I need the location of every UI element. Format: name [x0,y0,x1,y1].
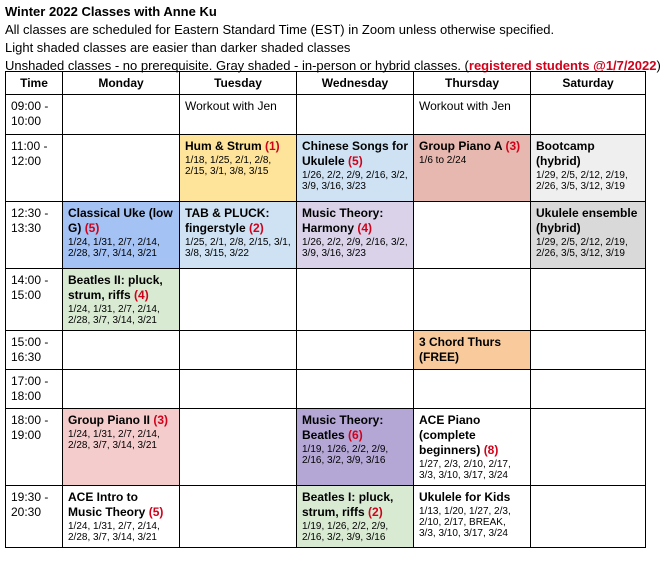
enrollment-count: (5) [148,505,164,519]
schedule-cell-sat [531,95,646,135]
class-name: Bootcamp (hybrid) [536,139,595,168]
class-title [185,99,291,114]
schedule-cell-tue [180,370,297,409]
schedule-cell-mon [63,135,180,202]
schedule-cell-tue [180,331,297,370]
time-slot-line: 15:00 [11,288,42,302]
document-header [0,0,661,75]
time-slot [6,95,63,135]
class-name: Beatles II: pluck, strum, riffs [68,273,163,302]
class-dates: 1/26, 2/2, 2/9, 2/16, 3/2, 3/9, 3/16, 3/23 [302,237,408,259]
schedule-cell-mon [63,95,180,135]
time-slot-line: 11:00 - [11,139,48,153]
class-title [419,139,525,154]
class-cell-wed [297,135,414,202]
table-row [6,269,646,331]
schedule-cell-wed [297,95,414,135]
enrollment-count: (1) [265,139,280,153]
class-title [419,413,525,458]
schedule-cell-tue [180,486,297,548]
class-cell-mon [63,269,180,331]
time-slot-line: 18:00 [11,389,42,403]
page-title: Winter 2022 Classes with Anne Ku [5,4,217,19]
class-title [419,99,525,114]
time-slot-line: 12:00 [11,154,42,168]
schedule-cell-mon [63,370,180,409]
header-row [6,72,646,95]
class-title [68,273,174,303]
schedule-cell-tue [180,269,297,331]
registered-students-note: registered students @1/7/2022 [468,58,657,73]
schedule-cell-wed [297,269,414,331]
time-slot-line: 14:00 - [11,273,49,287]
time-slot [6,370,63,409]
schedule-cell-sat [531,370,646,409]
class-dates: 1/24, 1/31, 2/7, 2/14, 2/28, 3/7, 3/14, 3/21 [68,304,160,326]
class-title [419,335,525,365]
time-slot-line: 09:00 - [11,99,49,113]
class-cell-sat [531,135,646,202]
class-cell-mon [63,409,180,486]
time-slot-line: 12:30 - [11,206,49,220]
legend-note-suffix: ) [656,58,661,73]
schedule-cell-sat [531,269,646,331]
time-slot [6,409,63,486]
class-cell-tue [180,135,297,202]
schedule-cell-thu [414,202,531,269]
timezone-note: All classes are scheduled for Eastern Standard Time (EST) in Zoom unless otherwise specified. [5,22,555,37]
class-cell-mon [63,202,180,269]
class-dates: 1/26, 2/2, 2/9, 2/16, 3/2, 3/9, 3/16, 3/23 [302,170,408,192]
time-slot [6,486,63,548]
column-header-saturday: Saturday [531,72,646,95]
class-cell-thu [414,331,531,370]
enrollment-count: (6) [348,428,363,442]
time-slot-line: 17:00 - [11,374,49,388]
legend-note-prefix: Unshaded classes - no prerequisite. Gray shaded - in-person or hybrid classes. ( [5,58,469,73]
class-dates: 1/24, 1/31, 2/7, 2/14, 2/28, 3/7, 3/14, 3/21 [68,429,160,451]
class-name: Beatles I: pluck, strum, riffs [302,490,394,519]
class-dates: 1/25, 2/1, 2/8, 2/15, 3/1, 3/8, 3/15, 3/22 [185,237,291,259]
class-name: 3 Chord Thurs (FREE) [419,335,502,364]
schedule-cell-sat [531,486,646,548]
enrollment-count: (3) [153,413,169,427]
class-title [68,490,174,520]
class-name: Ukulele ensemble (hybrid) [536,206,638,235]
class-title [185,139,291,154]
time-slot-line: 19:30 - [11,490,49,504]
column-header-time: Time [6,72,63,95]
class-title [302,413,408,443]
time-slot-line: 18:00 - [11,413,49,427]
schedule-cell-tue [180,409,297,486]
class-cell-sat [531,202,646,269]
time-slot-line: 16:30 [11,350,42,364]
enrollment-count: (4) [134,288,149,302]
class-dates: 1/29, 2/5, 2/12, 2/19, 2/26, 3/5, 3/12, 3/19 [536,237,628,259]
class-dates: 1/27, 2/3, 2/10, 2/17, 3/3, 3/10, 3/17, 3/24 [419,459,511,481]
table-row [6,135,646,202]
time-slot-line: 20:30 [11,505,42,519]
class-title [302,490,408,520]
table-row [6,370,646,409]
time-slot-line: 13:30 [11,221,42,235]
class-cell-thu [414,95,531,135]
table-row [6,95,646,135]
table-row [6,409,646,486]
column-header-tuesday: Tuesday [180,72,297,95]
class-dates: 1/24, 1/31, 2/7, 2/14, 2/28, 3/7, 3/14, 3/21 [68,237,160,259]
time-slot [6,269,63,331]
schedule-table [5,71,646,548]
class-cell-wed [297,409,414,486]
class-dates: 1/13, 1/20, 1/27, 2/3, 2/10, 2/17, BREAK, 3/3, 3/10, 3/17, 3/24 [419,506,511,539]
enrollment-count: (4) [357,221,373,235]
column-header-monday: Monday [63,72,180,95]
class-name: Group Piano II [68,413,151,427]
class-name: Ukulele for Kids [419,490,511,504]
class-name: TAB & PLUCK: fingerstyle [185,206,270,235]
class-cell-tue [180,95,297,135]
table-row [6,331,646,370]
class-dates: 1/18, 1/25, 2/1, 2/8, 2/15, 3/1, 3/8, 3/15 [185,155,272,177]
class-title [302,206,408,236]
class-cell-tue [180,202,297,269]
time-slot-line: 15:00 - [11,335,49,349]
class-dates: 1/19, 1/26, 2/2, 2/9, 2/16, 3/2, 3/9, 3/16 [302,444,389,466]
class-cell-thu [414,409,531,486]
class-title [185,206,291,236]
class-title [536,206,640,236]
class-title [419,490,525,505]
class-cell-thu [414,135,531,202]
class-title [68,413,174,428]
enrollment-count: (3) [505,139,521,153]
class-cell-wed [297,486,414,548]
enrollment-count: (2) [249,221,264,235]
class-dates: 1/24, 1/31, 2/7, 2/14, 2/28, 3/7, 3/14, 3/21 [68,521,160,543]
class-name: Workout with Jen [419,99,511,113]
class-title [536,139,640,169]
schedule-body [6,95,646,548]
class-name: Workout with Jen [185,99,277,113]
class-dates: 1/19, 1/26, 2/2, 2/9, 2/16, 3/2, 3/9, 3/16 [302,521,389,543]
schedule-cell-sat [531,331,646,370]
time-slot-line: 19:00 [11,428,42,442]
class-cell-thu [414,486,531,548]
class-name: Classical Uke (low G) [68,206,173,235]
class-dates: 1/6 to 2/24 [419,155,467,166]
enrollment-count: (8) [483,443,499,457]
class-dates: 1/29, 2/5, 2/12, 2/19, 2/26, 3/5, 3/12, 3/19 [536,170,628,192]
class-title [302,139,408,169]
class-name: ACE Intro to Music Theory [68,490,146,519]
shading-note: Light shaded classes are easier than darker shaded classes [5,40,351,55]
enrollment-count: (2) [368,505,383,519]
class-name: Hum & Strum [185,139,262,153]
class-name: Music Theory: Harmony [302,206,384,235]
enrollment-count: (5) [348,154,363,168]
table-row [6,202,646,269]
time-slot [6,331,63,370]
class-name: Group Piano A [419,139,503,153]
class-cell-mon [63,486,180,548]
schedule-cell-wed [297,331,414,370]
enrollment-count: (5) [84,221,100,235]
class-cell-wed [297,202,414,269]
time-slot-line: 10:00 [11,114,42,128]
time-slot [6,202,63,269]
schedule-cell-sat [531,409,646,486]
table-row [6,486,646,548]
class-name: ACE Piano (complete beginners) [419,413,481,457]
time-slot [6,135,63,202]
class-name: Chinese Songs for Ukulele [302,139,409,168]
schedule-cell-mon [63,331,180,370]
schedule-cell-thu [414,269,531,331]
schedule-cell-thu [414,370,531,409]
column-header-wednesday: Wednesday [297,72,414,95]
class-title [68,206,174,236]
column-header-thursday: Thursday [414,72,531,95]
class-name: Music Theory: Beatles [302,413,384,442]
schedule-cell-wed [297,370,414,409]
